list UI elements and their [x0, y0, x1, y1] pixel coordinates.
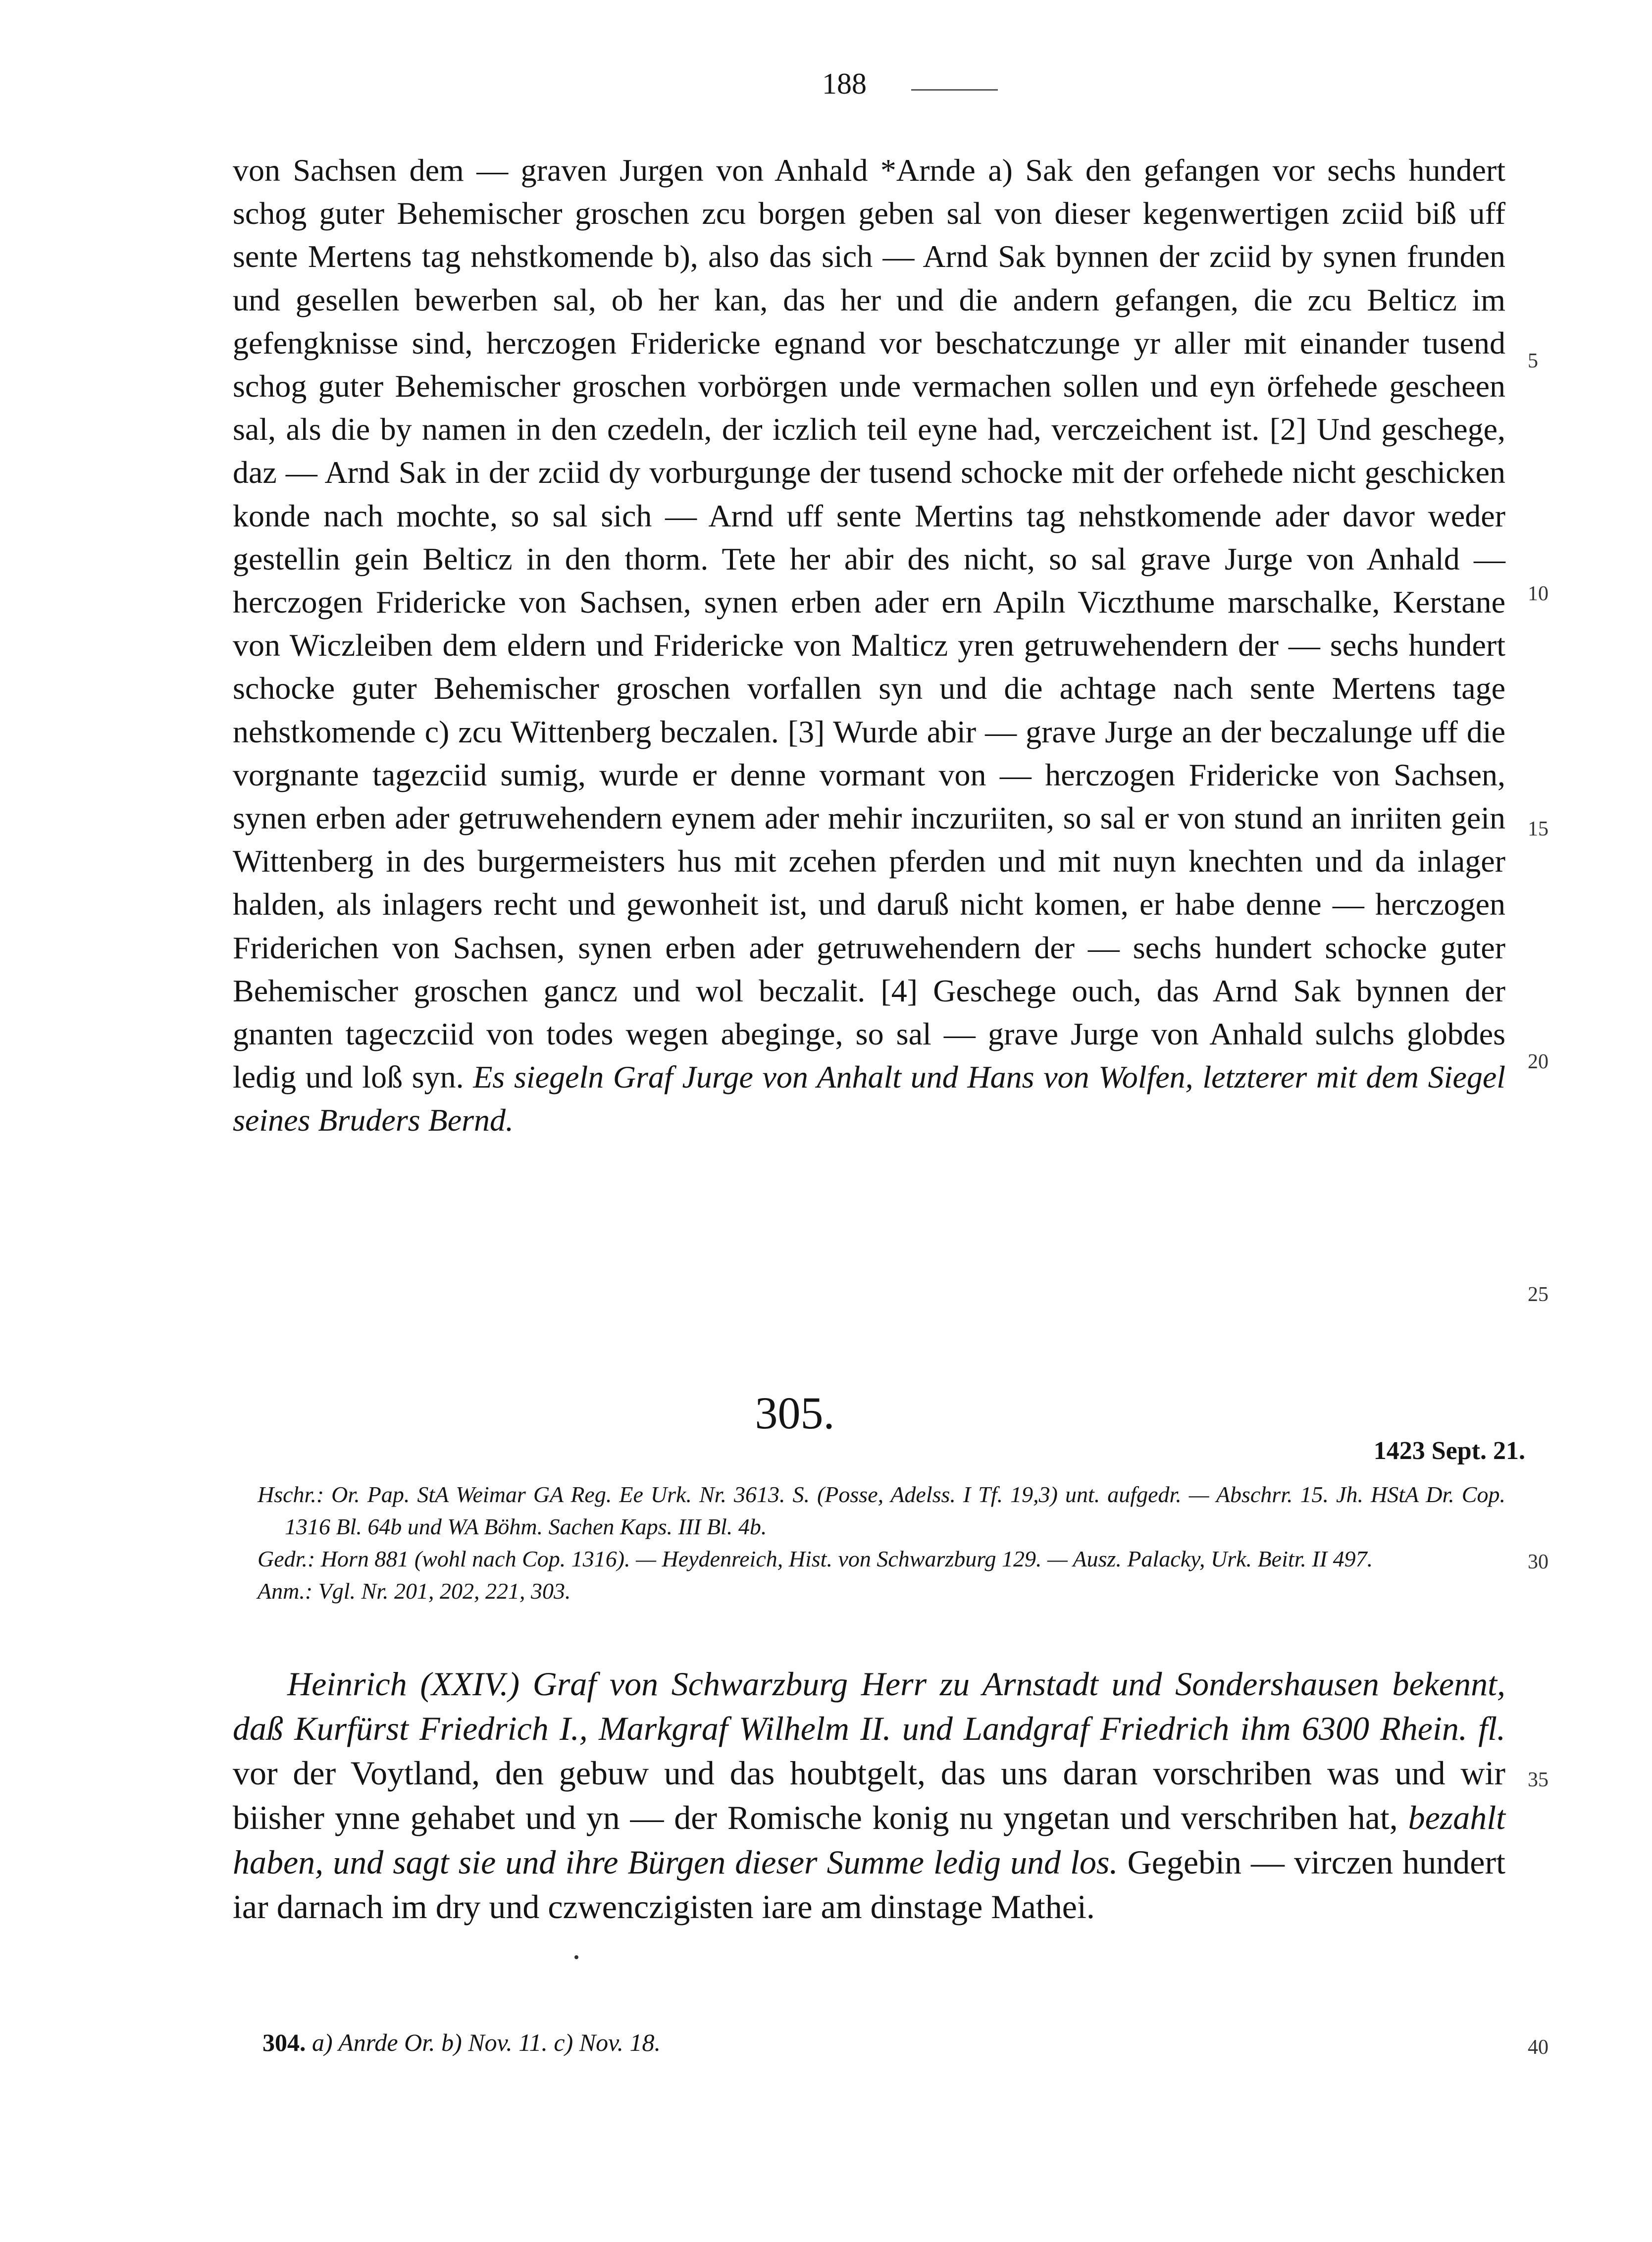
line-number: 25 — [1528, 1283, 1549, 1306]
stray-mark — [574, 1955, 578, 1959]
page-number: 188 — [822, 67, 867, 100]
line-number: 5 — [1528, 350, 1538, 372]
document-date: 1423 Sept. 21. — [1373, 1437, 1525, 1465]
apparatus-entry-manuscripts: Hschr.: Or. Pap. StA Weimar GA Reg. Ee Urk. Nr. 3613. S. (Posse, Adelss. I Tf. 19,3) unt. aufgedr. — Abschrr. 15. Jh. HStA Dr. Cop. 1316 Bl. 64b und WA Böhm. Sachen Kaps. III Bl. 4b. — [258, 1482, 1505, 1539]
line-number: 20 — [1528, 1050, 1549, 1073]
apparatus-entry-printed: Gedr.: Horn 881 (wohl nach Cop. 1316). — Heydenreich, Hist. von Schwarzburg 129. — Ausz. Palacky, Urk. Beitr. II 497. — [258, 1546, 1373, 1571]
header-rule — [911, 89, 998, 91]
line-number: 15 — [1528, 818, 1549, 840]
main-text — [233, 149, 1505, 1142]
line-number: 35 — [1528, 1769, 1549, 1791]
footnote-text: a) Anrde Or. b) Nov. 11. c) Nov. 18. — [312, 2029, 661, 2056]
footnote-ref: 304. — [262, 2029, 306, 2056]
main-text-body: von Sachsen dem — graven Jurgen von Anhald *Arnde a) Sak den gefangen vor sechs hundert schog guter Behemischer groschen zcu borgen geben sal von dieser kegenwertigen zciid biß uff sente Mertens tag nehstkomende b), also das sich — Arnd Sak bynnen der zciid by synen frunden und gesellen bewerben sal, ob her kan, das her und die andern gefangen, die zcu Belticz im gefengknisse sind, herczogen Fridericke egnand vor beschatczunge yr aller mit einander tusend schog guter Behemischer groschen vorbörgen unde vermachen sollen und eyn örfehede gescheen sal, als die by namen in den czedeln, der iczlich teil eyne had, verczeichent ist. [2] Und geschege, daz — Arnd Sak in der zciid dy vorburgunge der tusend schocke mit der orfehede nicht geschicken konde nach mochte, so sal sich — Arnd uff sente Mertins tag nehstkomende ader davor weder gestellin gein Belticz in den thorm. Tete her abir des nicht, so sal grave Jurge von Anhald — herczogen Fridericke von Sachsen, synen erben ader ern Apiln Viczthume marschalke, Kerstane von Wiczleiben dem eldern und Fridericke von Malticz yren getruwehendern der — sechs hundert schocke guter Behemischer groschen vorfallen syn und die achtage nach sente Mertens tage nehstkomende c) zcu Wittenberg beczalen. [3] Wurde abir — grave Jurge an der beczalunge uff die vorgnante tagezciid sumig, wurde er denne vormant von — herczogen Fridericke von Sachsen, synen erben ader getruwehendern eynem ader mehir inczuriiten, so sal er von stund an inriiten gein Wittenberg in des burgermeisters hus mit zcehen pferden und mit nuyn knechten und da inlager halden, als inlagers recht und gewonheit ist, und daruß nicht komen, er habe denne — herczogen Friderichen von Sachsen, synen erben ader getruwehendern der — sechs hundert schocke guter Behemischer groschen gancz und wol beczalit. [4] Geschege ouch, das Arnd Sak bynnen der gnanten tageczciid von todes wegen abeginge, so sal — grave Jurge von Anhald sulchs globdes ledig und loß syn. — [233, 153, 1505, 1095]
document-number: 305. — [755, 1388, 835, 1438]
regest-text — [233, 1662, 1505, 1929]
line-number: 40 — [1528, 2036, 1549, 2059]
regest-dating: Gegebin — virczen hundert iar darnach im dry und czwenczigisten iare am dinstage Mathei. — [233, 1843, 1505, 1926]
main-text-seal-note: Es siegeln Graf Jurge von Anhalt und Hans von Wolfen, letzterer mit dem Siegel seines Bruders Bernd. — [233, 1059, 1506, 1138]
regest-intro: Heinrich (XXIV.) Graf von Schwarzburg Herr zu Arnstadt und Sondershausen bekennt, daß Kurfürst Friedrich I., Markgraf Wilhelm II. und Landgraf Friedrich ihm 6300 Rhein. fl. — [233, 1665, 1505, 1747]
regest-quote: vor der Voytland, den gebuw und das houbtgelt, das uns daran vorschriben was und wir biisher ynne gehabet und yn — der Romische konig nu yngetan und verschriben hat, — [233, 1754, 1505, 1836]
regest-summary: bezahlt haben, und sagt sie und ihre Bürgen dieser Summe ledig und los. — [233, 1799, 1505, 1881]
apparatus-entry-notes: Anm.: Vgl. Nr. 201, 202, 221, 303. — [258, 1578, 571, 1604]
critical-apparatus — [233, 1478, 1505, 1607]
line-number: 30 — [1528, 1551, 1549, 1573]
footnotes — [262, 2028, 1451, 2057]
line-number: 10 — [1528, 582, 1549, 605]
